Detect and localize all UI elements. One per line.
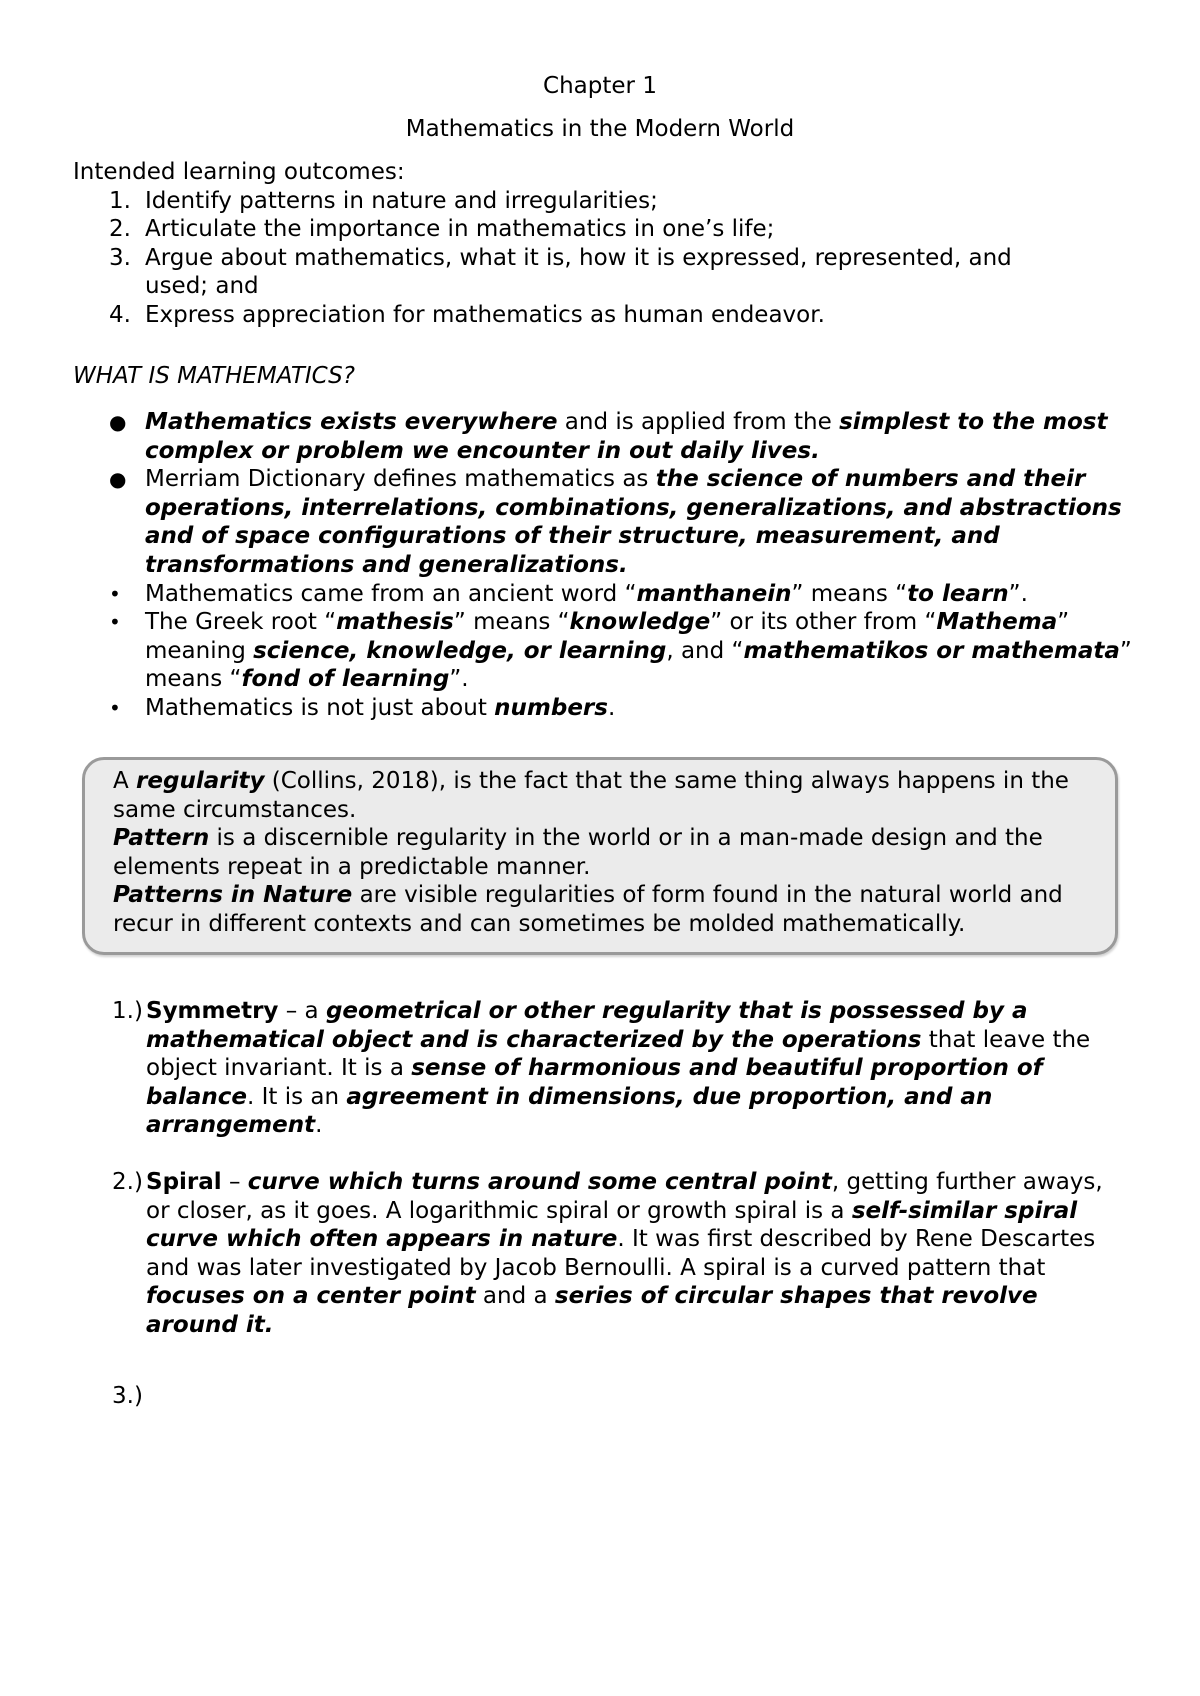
learning-outcomes — [73, 158, 1133, 330]
bold-italic-text: focuses on a center point — [146, 1283, 476, 1310]
list-item-symmetry — [112, 997, 1112, 1140]
bold-italic-text: simplest to the most complex or problem we encounter in out daily lives. — [145, 409, 1108, 464]
list-item — [73, 301, 1083, 330]
list-number: 4. — [109, 301, 131, 328]
bullet-icon: • — [109, 581, 121, 606]
text: ” meaning — [145, 609, 1070, 664]
bold-italic-text: manthanein — [636, 580, 792, 607]
section-heading: WHAT IS MATHEMATICS? — [73, 363, 355, 389]
bold-italic-text: knowledge — [569, 609, 711, 636]
list-number: 1. — [109, 187, 131, 214]
outcomes-list — [73, 187, 1083, 330]
item-number: 1.) — [112, 998, 143, 1024]
bold-italic-text: curve which turns around some central point — [247, 1169, 832, 1195]
callout-line-pattern — [113, 824, 1089, 881]
text: ” means “ — [145, 637, 1132, 693]
list-text: Articulate the importance in mathematics in one’s life; — [145, 216, 775, 243]
bold-italic-text: self-similar spiral curve which often appears in nature — [146, 1197, 1078, 1253]
list-text: Identify patterns in nature and irregularities; — [145, 187, 658, 214]
list-item — [73, 608, 1145, 694]
text: . It is an — [247, 1083, 347, 1110]
callout-line-regularity — [113, 767, 1089, 824]
text: ” means “ — [453, 609, 570, 636]
bold-italic-text: science, knowledge, or learning — [253, 637, 667, 664]
item-body — [146, 997, 1118, 1140]
text: and is applied from the — [557, 409, 840, 435]
list-item — [73, 694, 1145, 723]
list-item — [73, 408, 1145, 465]
text: – — [221, 1169, 248, 1195]
list-number: 2. — [109, 216, 131, 243]
item-number: 3.) — [112, 1383, 143, 1409]
text: Mathematics came from an ancient word “ — [145, 580, 637, 607]
text: ” means “ — [791, 580, 908, 607]
term: Spiral — [146, 1169, 222, 1195]
page-title: Mathematics in the Modern World — [405, 116, 795, 142]
bullet-icon: ● — [109, 410, 127, 434]
bold-italic-text: to learn — [907, 580, 1009, 607]
text: . It was first described by Rene Descartes and was later investigated by Jacob Bernoulli. A spiral is a curved pattern that — [146, 1226, 1096, 1281]
text: ”. — [1008, 580, 1028, 607]
bold-italic-text: sense of harmonious and beautiful proportion of balance — [146, 1055, 1043, 1110]
list-text: Express appreciation for mathematics as human endeavor. — [145, 301, 825, 328]
term: Symmetry — [146, 998, 279, 1024]
text: ”. — [449, 666, 469, 693]
bold-italic-text: the science of numbers and their operations, interrelations, combinations, generalizations, and abstractions and of space configurations of their structure, measurement, and transformations and generalizations. — [145, 466, 1122, 578]
text: , and “ — [666, 637, 744, 664]
bullet-icon: ● — [109, 467, 127, 492]
text: Mathematics is not just about — [145, 694, 495, 721]
bold-italic-text: fond of learning — [241, 666, 450, 693]
list-item — [73, 580, 1145, 609]
text: – a — [278, 998, 326, 1024]
definition-callout-box — [82, 757, 1118, 955]
bold-italic-text: mathematikos or mathemata — [743, 637, 1120, 664]
bold-italic-text: Pattern — [113, 825, 210, 852]
bold-italic-text: regularity — [136, 768, 265, 794]
text: . — [607, 694, 616, 721]
list-item — [73, 244, 1065, 301]
bold-italic-text: agreement in dimensions, due proportion, and an arrangement — [146, 1083, 993, 1139]
text: that leave the object invariant. It is a — [146, 1026, 1091, 1082]
text: , getting further aways, or closer, as it goes. A logarithmic spiral or growth spiral is a — [146, 1169, 1103, 1224]
text: The Greek root “ — [145, 609, 337, 636]
text: is a discernible regularity in the world or in a man-made design and the elements repeat in a predictable manner. — [113, 825, 1043, 880]
list-item — [73, 465, 1145, 579]
text: ” or its other from “ — [710, 609, 937, 636]
list-item — [73, 187, 1083, 216]
chapter-label: Chapter 1 — [543, 73, 657, 99]
bold-italic-text: geometrical or other regularity that is possessed by a mathematical object and is characterized by the operations — [146, 998, 1028, 1053]
bold-italic-text: Mathematics exists everywhere — [145, 409, 558, 435]
list-item — [73, 215, 1083, 244]
bold-italic-text: series of circular shapes that revolve around it. — [146, 1283, 1038, 1338]
item-number: 2.) — [112, 1169, 143, 1195]
bold-italic-text: mathesis — [336, 609, 454, 636]
text: Merriam Dictionary defines mathematics as — [145, 466, 656, 493]
list-number: 3. — [109, 244, 131, 271]
text: and a — [475, 1283, 555, 1310]
bold-italic-text: Mathema — [936, 609, 1058, 636]
list-item-spiral — [112, 1168, 1112, 1340]
bold-italic-text: Patterns in Nature — [113, 882, 353, 909]
callout-line-patterns-in-nature — [113, 881, 1089, 938]
outcomes-heading: Intended learning outcomes: — [73, 159, 405, 185]
text: (Collins, 2018), is the fact that the same thing always happens in the same circumstances. — [113, 768, 1069, 823]
list-text: Argue about mathematics, what it is, how it is expressed, represented, and used; and — [145, 244, 1012, 300]
definition-bullets — [73, 408, 1143, 723]
bold-italic-text: numbers — [494, 694, 608, 721]
bullet-icon: • — [109, 695, 121, 720]
text: . — [315, 1112, 323, 1139]
text: are visible regularities of form found in the natural world and recur in different contexts and can sometimes be molded mathematically. — [113, 882, 1063, 937]
bullet-icon: • — [109, 610, 121, 635]
item-body — [146, 1168, 1118, 1340]
text: A — [113, 768, 137, 794]
